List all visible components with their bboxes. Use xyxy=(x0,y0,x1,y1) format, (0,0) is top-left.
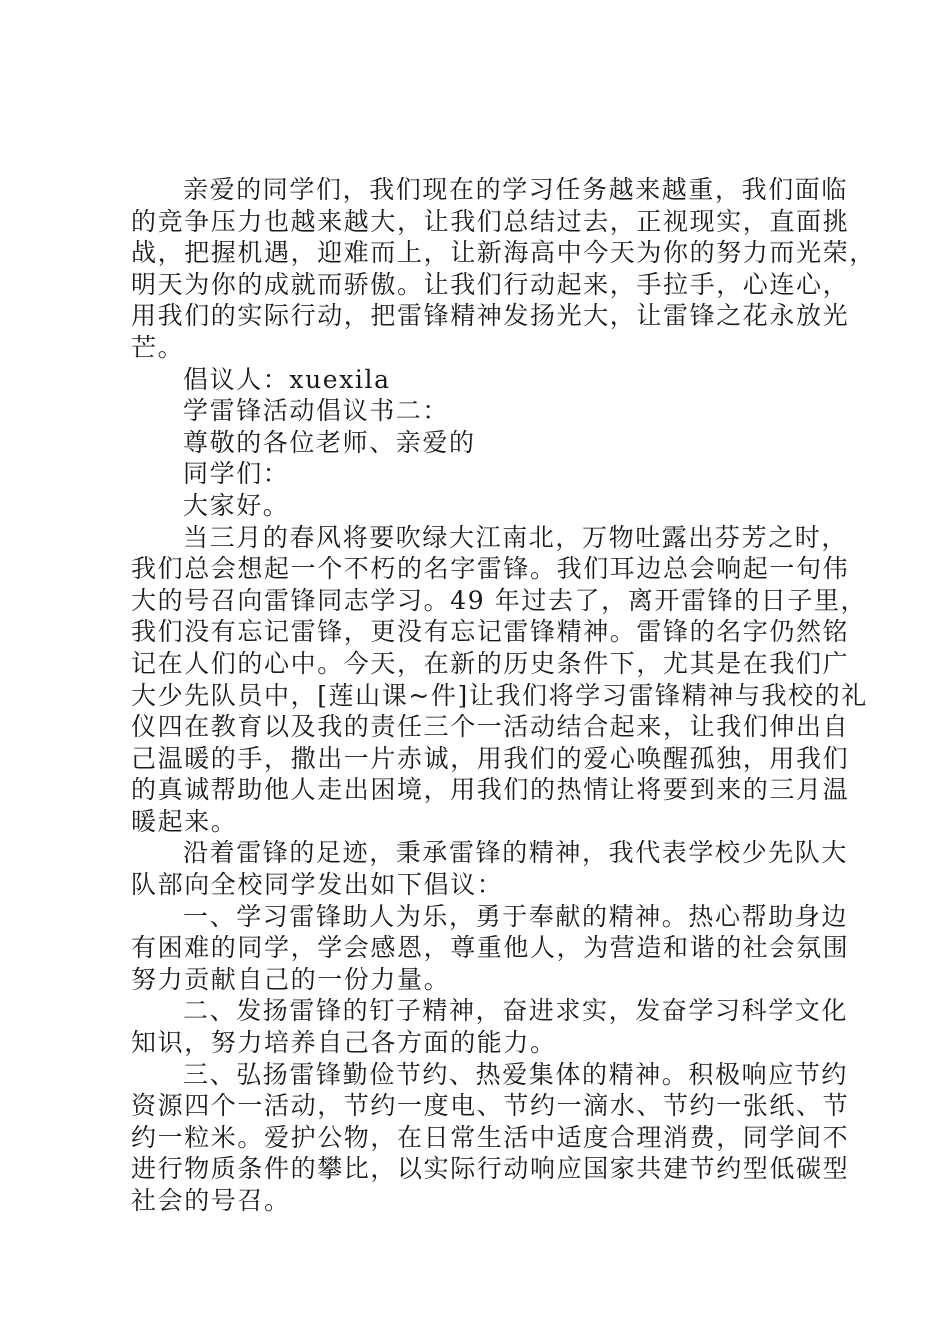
text-line: 学雷锋活动倡议书二： xyxy=(183,396,450,426)
text-line: 资源四个一活动，节约一度电、节约一滴水、节约一张纸、节 xyxy=(131,1091,850,1121)
text-line: 一、学习雷锋助人为乐，勇于奉献的精神。热心帮助身边 xyxy=(183,901,849,931)
text-line: 明天为你的成就而骄傲。让我们行动起来，手拉手，心连心， xyxy=(131,269,850,299)
text-line: 我们没有忘记雷锋，更没有忘记雷锋精神。雷锋的名字仍然铭 xyxy=(131,617,850,647)
text-line: 知识，努力培养自己各方面的能力。 xyxy=(131,1028,557,1058)
text-line: 队部向全校同学发出如下倡议： xyxy=(131,870,504,900)
text-line: 的真诚帮助他人走出困境，用我们的热情让将要到来的三月温 xyxy=(131,775,850,805)
text-line: 用我们的实际行动，把雷锋精神发扬光大，让雷锋之花永放光 xyxy=(131,301,850,331)
text-line: 仪四在教育以及我的责任三个一活动结合起来，让我们伸出自 xyxy=(131,712,850,742)
text-line: 尊敬的各位老师、亲爱的 xyxy=(183,427,476,457)
text-line: 二、发扬雷锋的钉子精神，奋进求实，发奋学习科学文化 xyxy=(183,996,849,1026)
text-line: 努力贡献自己的一份力量。 xyxy=(131,964,451,994)
text-line: 大的号召向雷锋同志学习。49 年过去了，离开雷锋的日子里， xyxy=(131,585,868,615)
text-line: 大家好。 xyxy=(183,490,290,520)
text-line: 暖起来。 xyxy=(131,806,238,836)
text-line: 沿着雷锋的足迹，秉承雷锋的精神，我代表学校少先队大 xyxy=(183,838,849,868)
text-line: 有困难的同学，学会感恩，尊重他人，为营造和谐的社会氛围 xyxy=(131,933,850,963)
text-line: 倡议人：xuexila xyxy=(183,364,391,394)
text-line: 约一粒米。爱护公物，在日常生活中适度合理消费，同学间不 xyxy=(131,1122,850,1152)
text-line: 的竞争压力也越来越大，让我们总结过去，正视现实，直面挑 xyxy=(131,206,850,236)
text-line: 三、弘扬雷锋勤俭节约、热爱集体的精神。积极响应节约 xyxy=(183,1059,849,1089)
text-line: 芒。 xyxy=(131,332,185,362)
text-line: 记在人们的心中。今天，在新的历史条件下，尤其是在我们广 xyxy=(131,648,850,678)
text-line: 己温暖的手，撒出一片赤诚，用我们的爱心唤醒孤独，用我们 xyxy=(131,743,850,773)
text-line: 亲爱的同学们，我们现在的学习任务越来越重，我们面临 xyxy=(183,175,849,204)
text-line: 进行物质条件的攀比，以实际行动响应国家共建节约型低碳型 xyxy=(131,1154,850,1184)
text-line: 当三月的春风将要吹绿大江南北，万物吐露出芬芳之时， xyxy=(183,522,849,552)
text-line: 同学们： xyxy=(183,459,290,489)
text-line: 战，把握机遇，迎难而上，让新海高中今天为你的努力而光荣， xyxy=(131,238,876,268)
text-line: 我们总会想起一个不朽的名字雷锋。我们耳边总会响起一句伟 xyxy=(131,554,850,584)
document-body xyxy=(131,174,876,1217)
text-line: 大少先队员中，[莲山课~件]让我们将学习雷锋精神与我校的礼 xyxy=(131,680,868,710)
text-line: 社会的号召。 xyxy=(131,1186,291,1215)
